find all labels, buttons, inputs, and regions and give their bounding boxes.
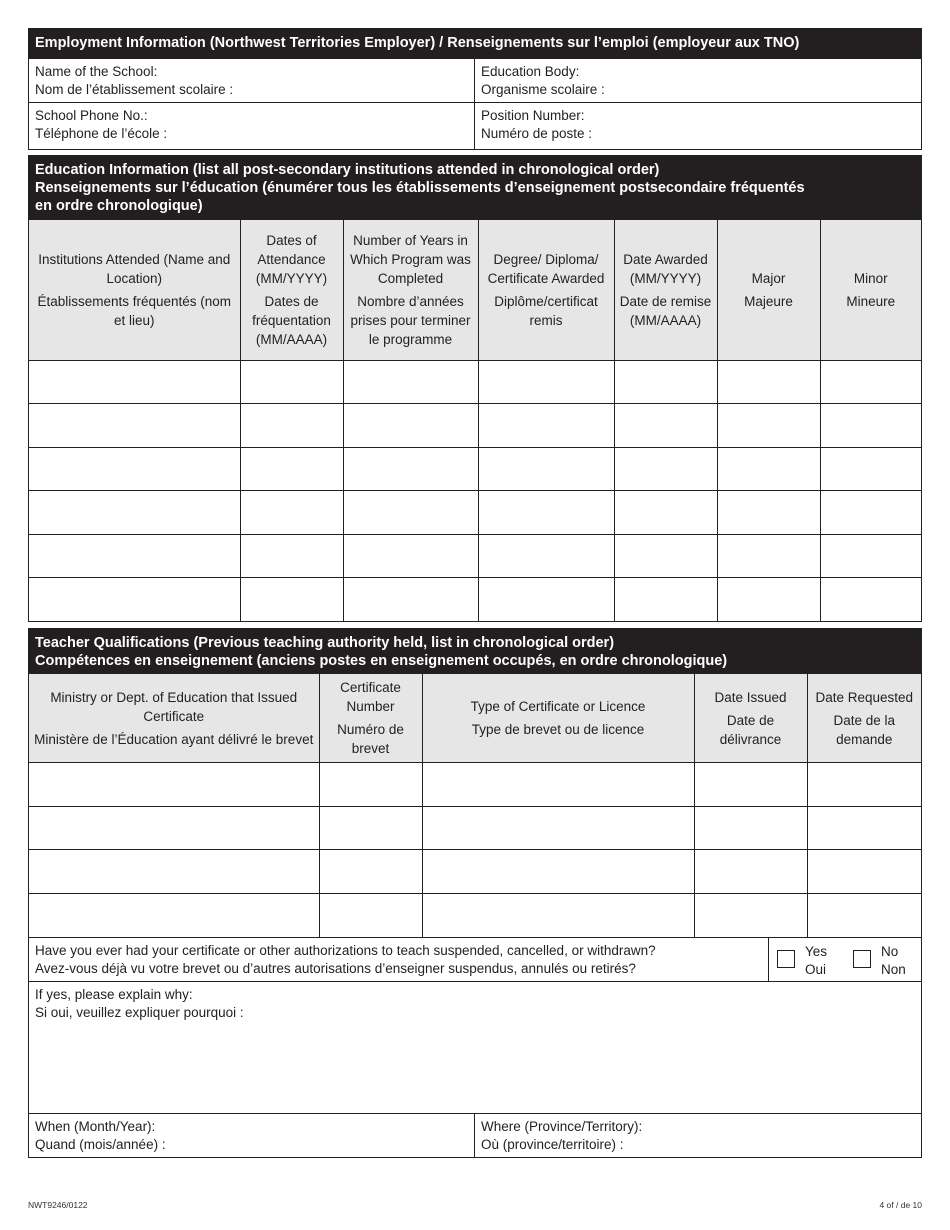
school-name-label-fr: Nom de l’établissement scolaire : (35, 82, 234, 97)
yes-label-en: Yes (805, 943, 828, 959)
employment-section (28, 28, 922, 150)
col-date-issued-en: Date Issued (714, 689, 787, 705)
table-cell[interactable] (319, 850, 422, 894)
school-phone-label-fr: Téléphone de l’école : (35, 126, 168, 141)
table-cell[interactable] (614, 491, 717, 535)
education-body-label-en: Education Body: (481, 64, 580, 79)
table-cell[interactable] (614, 361, 717, 404)
where-label-fr: Où (province/territoire) : (481, 1136, 624, 1152)
table-cell[interactable] (240, 404, 343, 448)
school-phone-label-en: School Phone No.: (35, 108, 148, 123)
table-cell[interactable] (478, 491, 614, 535)
qualifications-table (29, 673, 921, 937)
col-degree-fr: Diplôme/certificat remis (494, 294, 598, 328)
table-cell[interactable] (240, 448, 343, 491)
table-cell[interactable] (717, 404, 820, 448)
table-cell[interactable] (614, 448, 717, 491)
table-cell[interactable] (29, 578, 240, 621)
yes-checkbox[interactable] (777, 950, 795, 968)
table-cell[interactable] (319, 894, 422, 937)
col-institutions-fr: Établissements fréquentés (nom et lieu) (37, 294, 232, 328)
table-cell[interactable] (343, 535, 478, 578)
table-cell[interactable] (717, 535, 820, 578)
form-number: NWT9246/0122 (28, 1200, 88, 1210)
table-row (29, 894, 921, 937)
col-certificate-type (422, 674, 694, 763)
table-cell[interactable] (807, 763, 921, 807)
col-dates-attendance-en: Dates of Attendance (MM/YYYY) (255, 233, 328, 286)
col-years-completed (343, 220, 478, 361)
table-cell[interactable] (343, 361, 478, 404)
when-field[interactable] (29, 1114, 475, 1157)
suspension-question-row (29, 937, 921, 981)
col-date-issued (694, 674, 807, 763)
education-table-header (29, 220, 921, 361)
col-minor-fr: Mineure (846, 294, 896, 309)
col-ministry-en: Ministry or Dept. of Education that Issued Certificate (50, 689, 298, 724)
col-years-completed-fr: Nombre d’années prises pour terminer le programme (350, 294, 471, 347)
col-institutions-en: Institutions Attended (Name and Location) (38, 252, 231, 286)
col-major-en: Major (751, 271, 786, 286)
where-label-en: Where (Province/Territory): (481, 1118, 643, 1134)
col-dates-attendance (240, 220, 343, 361)
education-section (28, 155, 922, 622)
table-cell[interactable] (820, 578, 921, 621)
table-cell[interactable] (717, 448, 820, 491)
col-years-completed-en: Number of Years in Which Program was Completed (350, 233, 471, 286)
table-cell[interactable] (820, 404, 921, 448)
qualifications-table-header (29, 674, 921, 763)
education-header-line1: Education Information (list all post-secondary institutions attended in chronological order) (35, 162, 660, 178)
col-certificate-number-en: Certificate Number (340, 680, 401, 714)
explanation-label-fr: Si oui, veuillez expliquer pourquoi : (35, 1004, 244, 1020)
col-degree-en: Degree/ Diploma/ Certificate Awarded (487, 252, 605, 286)
col-date-awarded-en: Date Awarded (MM/YYYY) (623, 252, 708, 286)
qualifications-header-line2: Compétences en enseignement (anciens postes en enseignement occupés, en ordre chronologique) (35, 653, 728, 669)
table-cell[interactable] (343, 404, 478, 448)
table-cell[interactable] (343, 491, 478, 535)
table-row (29, 448, 921, 491)
table-cell[interactable] (478, 448, 614, 491)
table-cell[interactable] (820, 491, 921, 535)
table-cell[interactable] (343, 578, 478, 621)
education-body-field[interactable] (475, 59, 921, 102)
school-name-field[interactable] (29, 59, 475, 102)
education-table (29, 219, 921, 621)
suspension-question (29, 938, 769, 981)
table-cell[interactable] (422, 763, 694, 807)
col-date-requested-en: Date Requested (815, 689, 914, 705)
yes-option[interactable] (769, 938, 845, 981)
table-cell[interactable] (29, 763, 319, 807)
table-cell[interactable] (343, 448, 478, 491)
page-number: 4 of / de 10 (879, 1200, 922, 1210)
col-date-issued-fr: Date de délivrance (719, 712, 782, 747)
col-ministry (29, 674, 319, 763)
explanation-field[interactable] (29, 981, 921, 1113)
table-cell[interactable] (29, 404, 240, 448)
col-major-fr: Majeure (744, 294, 793, 309)
table-row (29, 535, 921, 578)
table-cell[interactable] (717, 361, 820, 404)
table-row (29, 763, 921, 807)
table-cell[interactable] (29, 448, 240, 491)
position-number-label-fr: Numéro de poste : (481, 126, 593, 141)
qualifications-header-line1: Teacher Qualifications (Previous teaching authority held, list in chronological order) (35, 635, 615, 651)
explanation-label-en: If yes, please explain why: (35, 986, 193, 1002)
when-label-fr: Quand (mois/année) : (35, 1136, 166, 1152)
education-header (29, 156, 921, 219)
table-row (29, 578, 921, 621)
table-cell[interactable] (807, 850, 921, 894)
school-name-label-en: Name of the School: (35, 64, 158, 79)
table-row (29, 491, 921, 535)
table-cell[interactable] (717, 578, 820, 621)
col-date-requested-fr: Date de la demande (833, 712, 896, 747)
col-certificate-number-fr: Numéro de brevet (337, 722, 404, 756)
table-cell[interactable] (478, 361, 614, 404)
table-cell[interactable] (422, 807, 694, 850)
table-cell[interactable] (614, 578, 717, 621)
education-header-line3: en ordre chronologique) (35, 198, 203, 214)
position-number-field[interactable] (475, 103, 921, 149)
table-cell[interactable] (29, 491, 240, 535)
table-cell[interactable] (29, 894, 319, 937)
col-institutions (29, 220, 240, 361)
table-cell[interactable] (694, 850, 807, 894)
no-label-en: No (881, 943, 899, 959)
table-cell[interactable] (319, 763, 422, 807)
education-body-label-fr: Organisme scolaire : (481, 82, 605, 97)
table-cell[interactable] (807, 807, 921, 850)
table-cell[interactable] (240, 535, 343, 578)
table-cell[interactable] (478, 535, 614, 578)
no-checkbox[interactable] (853, 950, 871, 968)
table-cell[interactable] (717, 491, 820, 535)
education-header-line2: Renseignements sur l’éducation (énumérer tous les établissements d’enseignement postsecondaire fréquentés (35, 180, 805, 196)
table-cell[interactable] (820, 361, 921, 404)
no-option[interactable] (845, 938, 921, 981)
col-major (717, 220, 820, 361)
col-date-requested (807, 674, 921, 763)
table-row (29, 807, 921, 850)
table-cell[interactable] (240, 578, 343, 621)
no-label-fr: Non (881, 961, 906, 977)
suspension-question-fr: Avez-vous déjà vu votre brevet ou d’autres autorisations d’enseigner suspendus, annulés ou retirés? (35, 960, 636, 976)
col-minor-en: Minor (853, 271, 888, 286)
table-row (29, 850, 921, 894)
table-cell[interactable] (478, 404, 614, 448)
col-date-awarded-fr: Date de remise (MM/AAAA) (619, 294, 712, 328)
table-cell[interactable] (319, 807, 422, 850)
table-cell[interactable] (820, 448, 921, 491)
table-cell[interactable] (694, 807, 807, 850)
table-cell[interactable] (694, 763, 807, 807)
employment-header: Employment Information (Northwest Territories Employer) / Renseignements sur l’emploi (employeur aux TNO) (29, 29, 921, 58)
col-certificate-type-en: Type of Certificate or Licence (470, 699, 646, 714)
where-field[interactable] (475, 1114, 921, 1157)
table-cell[interactable] (807, 894, 921, 937)
col-certificate-number (319, 674, 422, 763)
position-number-label-en: Position Number: (481, 108, 585, 123)
table-cell[interactable] (29, 535, 240, 578)
table-row (29, 404, 921, 448)
when-label-en: When (Month/Year): (35, 1118, 156, 1134)
table-cell[interactable] (478, 578, 614, 621)
table-cell[interactable] (29, 807, 319, 850)
col-date-awarded (614, 220, 717, 361)
col-certificate-type-fr: Type de brevet ou de licence (471, 722, 645, 737)
suspension-question-en: Have you ever had your certificate or other authorizations to teach suspended, cancelled, or withdrawn? (35, 942, 656, 958)
col-minor (820, 220, 921, 361)
qualifications-header (29, 629, 921, 673)
yes-label-fr: Oui (805, 961, 827, 977)
school-phone-field[interactable] (29, 103, 475, 149)
table-cell[interactable] (29, 850, 319, 894)
table-cell[interactable] (614, 535, 717, 578)
table-cell[interactable] (29, 361, 240, 404)
table-cell[interactable] (614, 404, 717, 448)
qualifications-section (28, 628, 922, 1158)
col-dates-attendance-fr: Dates de fréquentation (MM/AAAA) (252, 294, 331, 347)
table-cell[interactable] (240, 361, 343, 404)
table-cell[interactable] (422, 894, 694, 937)
col-ministry-fr: Ministère de l’Éducation ayant délivré le brevet (34, 731, 314, 747)
table-cell[interactable] (422, 850, 694, 894)
col-degree (478, 220, 614, 361)
table-cell[interactable] (694, 894, 807, 937)
table-row (29, 361, 921, 404)
table-cell[interactable] (820, 535, 921, 578)
table-cell[interactable] (240, 491, 343, 535)
